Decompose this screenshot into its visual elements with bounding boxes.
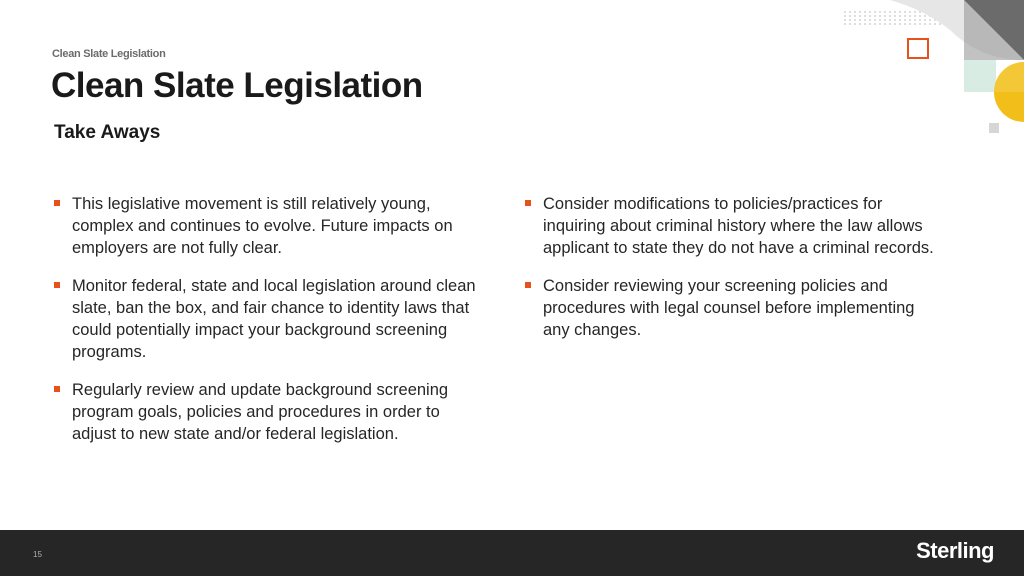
grid-dot (909, 19, 911, 21)
grid-dot (874, 23, 876, 25)
grid-dot (844, 15, 846, 17)
grid-dot (879, 11, 881, 13)
grid-dot (914, 19, 916, 21)
grid-dot (909, 15, 911, 17)
grid-dot (849, 15, 851, 17)
grid-dot (914, 23, 916, 25)
grid-dot (844, 19, 846, 21)
grid-dot (909, 23, 911, 25)
grid-dot (859, 11, 861, 13)
grid-dot (854, 19, 856, 21)
grid-dot (879, 19, 881, 21)
grid-dot (914, 15, 916, 17)
square-bullet-icon (54, 200, 60, 206)
grid-dot (849, 11, 851, 13)
left-bullet-list (52, 193, 482, 461)
breadcrumb: Clean Slate Legislation (52, 48, 166, 60)
orange-outline-square (908, 39, 928, 58)
page-number: 15 (33, 550, 42, 559)
grid-dot (854, 23, 856, 25)
bullet-text: Consider modifications to policies/practices for inquiring about criminal history where the law allows applicant to state they do not have a criminal records. (543, 195, 934, 257)
grid-dot (889, 11, 891, 13)
grid-dot (914, 11, 916, 13)
grid-dot (884, 23, 886, 25)
grid-dot (864, 15, 866, 17)
bullet-text: Monitor federal, state and local legislation around clean slate, ban the box, and fair chance to identity laws that could potentially impact your background screening programs. (72, 277, 476, 361)
logo-text: Sterling (916, 538, 994, 563)
grid-dot (924, 15, 926, 17)
square-bullet-icon (525, 200, 531, 206)
grid-dot (874, 15, 876, 17)
grid-dot (929, 19, 931, 21)
grid-dot (889, 15, 891, 17)
corner-decoration (830, 0, 1024, 160)
grid-dot (924, 23, 926, 25)
grid-dot (904, 23, 906, 25)
grid-dot (899, 19, 901, 21)
grid-dot (889, 23, 891, 25)
list-item (52, 379, 482, 445)
grid-dot (854, 15, 856, 17)
grid-dot (939, 23, 941, 25)
grid-dot (884, 19, 886, 21)
list-item (52, 193, 482, 259)
grid-dot (864, 19, 866, 21)
grid-dot (859, 19, 861, 21)
footer-bar (0, 530, 1024, 576)
square-bullet-icon (54, 386, 60, 392)
grid-dot (919, 15, 921, 17)
grid-dot (864, 11, 866, 13)
grid-dot (899, 11, 901, 13)
grid-dot (909, 11, 911, 13)
grid-dot (874, 19, 876, 21)
grid-dot (899, 15, 901, 17)
grid-dot (904, 19, 906, 21)
bullet-text: Regularly review and update background screening program goals, policies and procedures in order to adjust to new state and/or federal legislation. (72, 381, 449, 443)
grid-dot (844, 11, 846, 13)
grid-dot (934, 23, 936, 25)
grid-dot (884, 15, 886, 17)
grid-dot (929, 23, 931, 25)
mint-square (964, 60, 996, 92)
grid-dot (859, 15, 861, 17)
bullet-text: Consider reviewing your screening policies and procedures with legal counsel before implementing any changes. (543, 277, 915, 339)
grid-dot (919, 23, 921, 25)
grid-dot (889, 19, 891, 21)
grid-dot (924, 19, 926, 21)
bullet-text: This legislative movement is still relatively young, complex and continues to evolve. Future impacts on employers are not fully clear. (72, 195, 453, 257)
grid-dot (849, 19, 851, 21)
list-item (523, 275, 943, 341)
grid-dot (904, 15, 906, 17)
grid-dot (884, 11, 886, 13)
grid-dot (894, 11, 896, 13)
square-bullet-icon (54, 282, 60, 288)
grid-dot (879, 23, 881, 25)
page-title: Clean Slate Legislation (51, 66, 423, 105)
grid-dot (879, 15, 881, 17)
grid-dot (864, 23, 866, 25)
grid-dot (869, 15, 871, 17)
grid-dot (894, 19, 896, 21)
grid-dot (904, 11, 906, 13)
list-item (523, 193, 943, 259)
grid-dot (874, 11, 876, 13)
grid-dot (854, 11, 856, 13)
grid-dot (869, 11, 871, 13)
yellow-arc (994, 62, 1024, 92)
grid-dot (859, 23, 861, 25)
list-item (52, 275, 482, 363)
grid-dot (894, 23, 896, 25)
grid-dot (849, 23, 851, 25)
page-subtitle: Take Aways (54, 122, 161, 143)
grid-dot (869, 19, 871, 21)
square-bullet-icon (525, 282, 531, 288)
small-gray-square (989, 123, 999, 133)
grid-dot (844, 23, 846, 25)
grid-dot (894, 15, 896, 17)
grid-dot (869, 23, 871, 25)
grid-dot (899, 23, 901, 25)
grid-dot (919, 19, 921, 21)
right-bullet-list (523, 193, 943, 357)
sterling-logo (916, 538, 994, 568)
